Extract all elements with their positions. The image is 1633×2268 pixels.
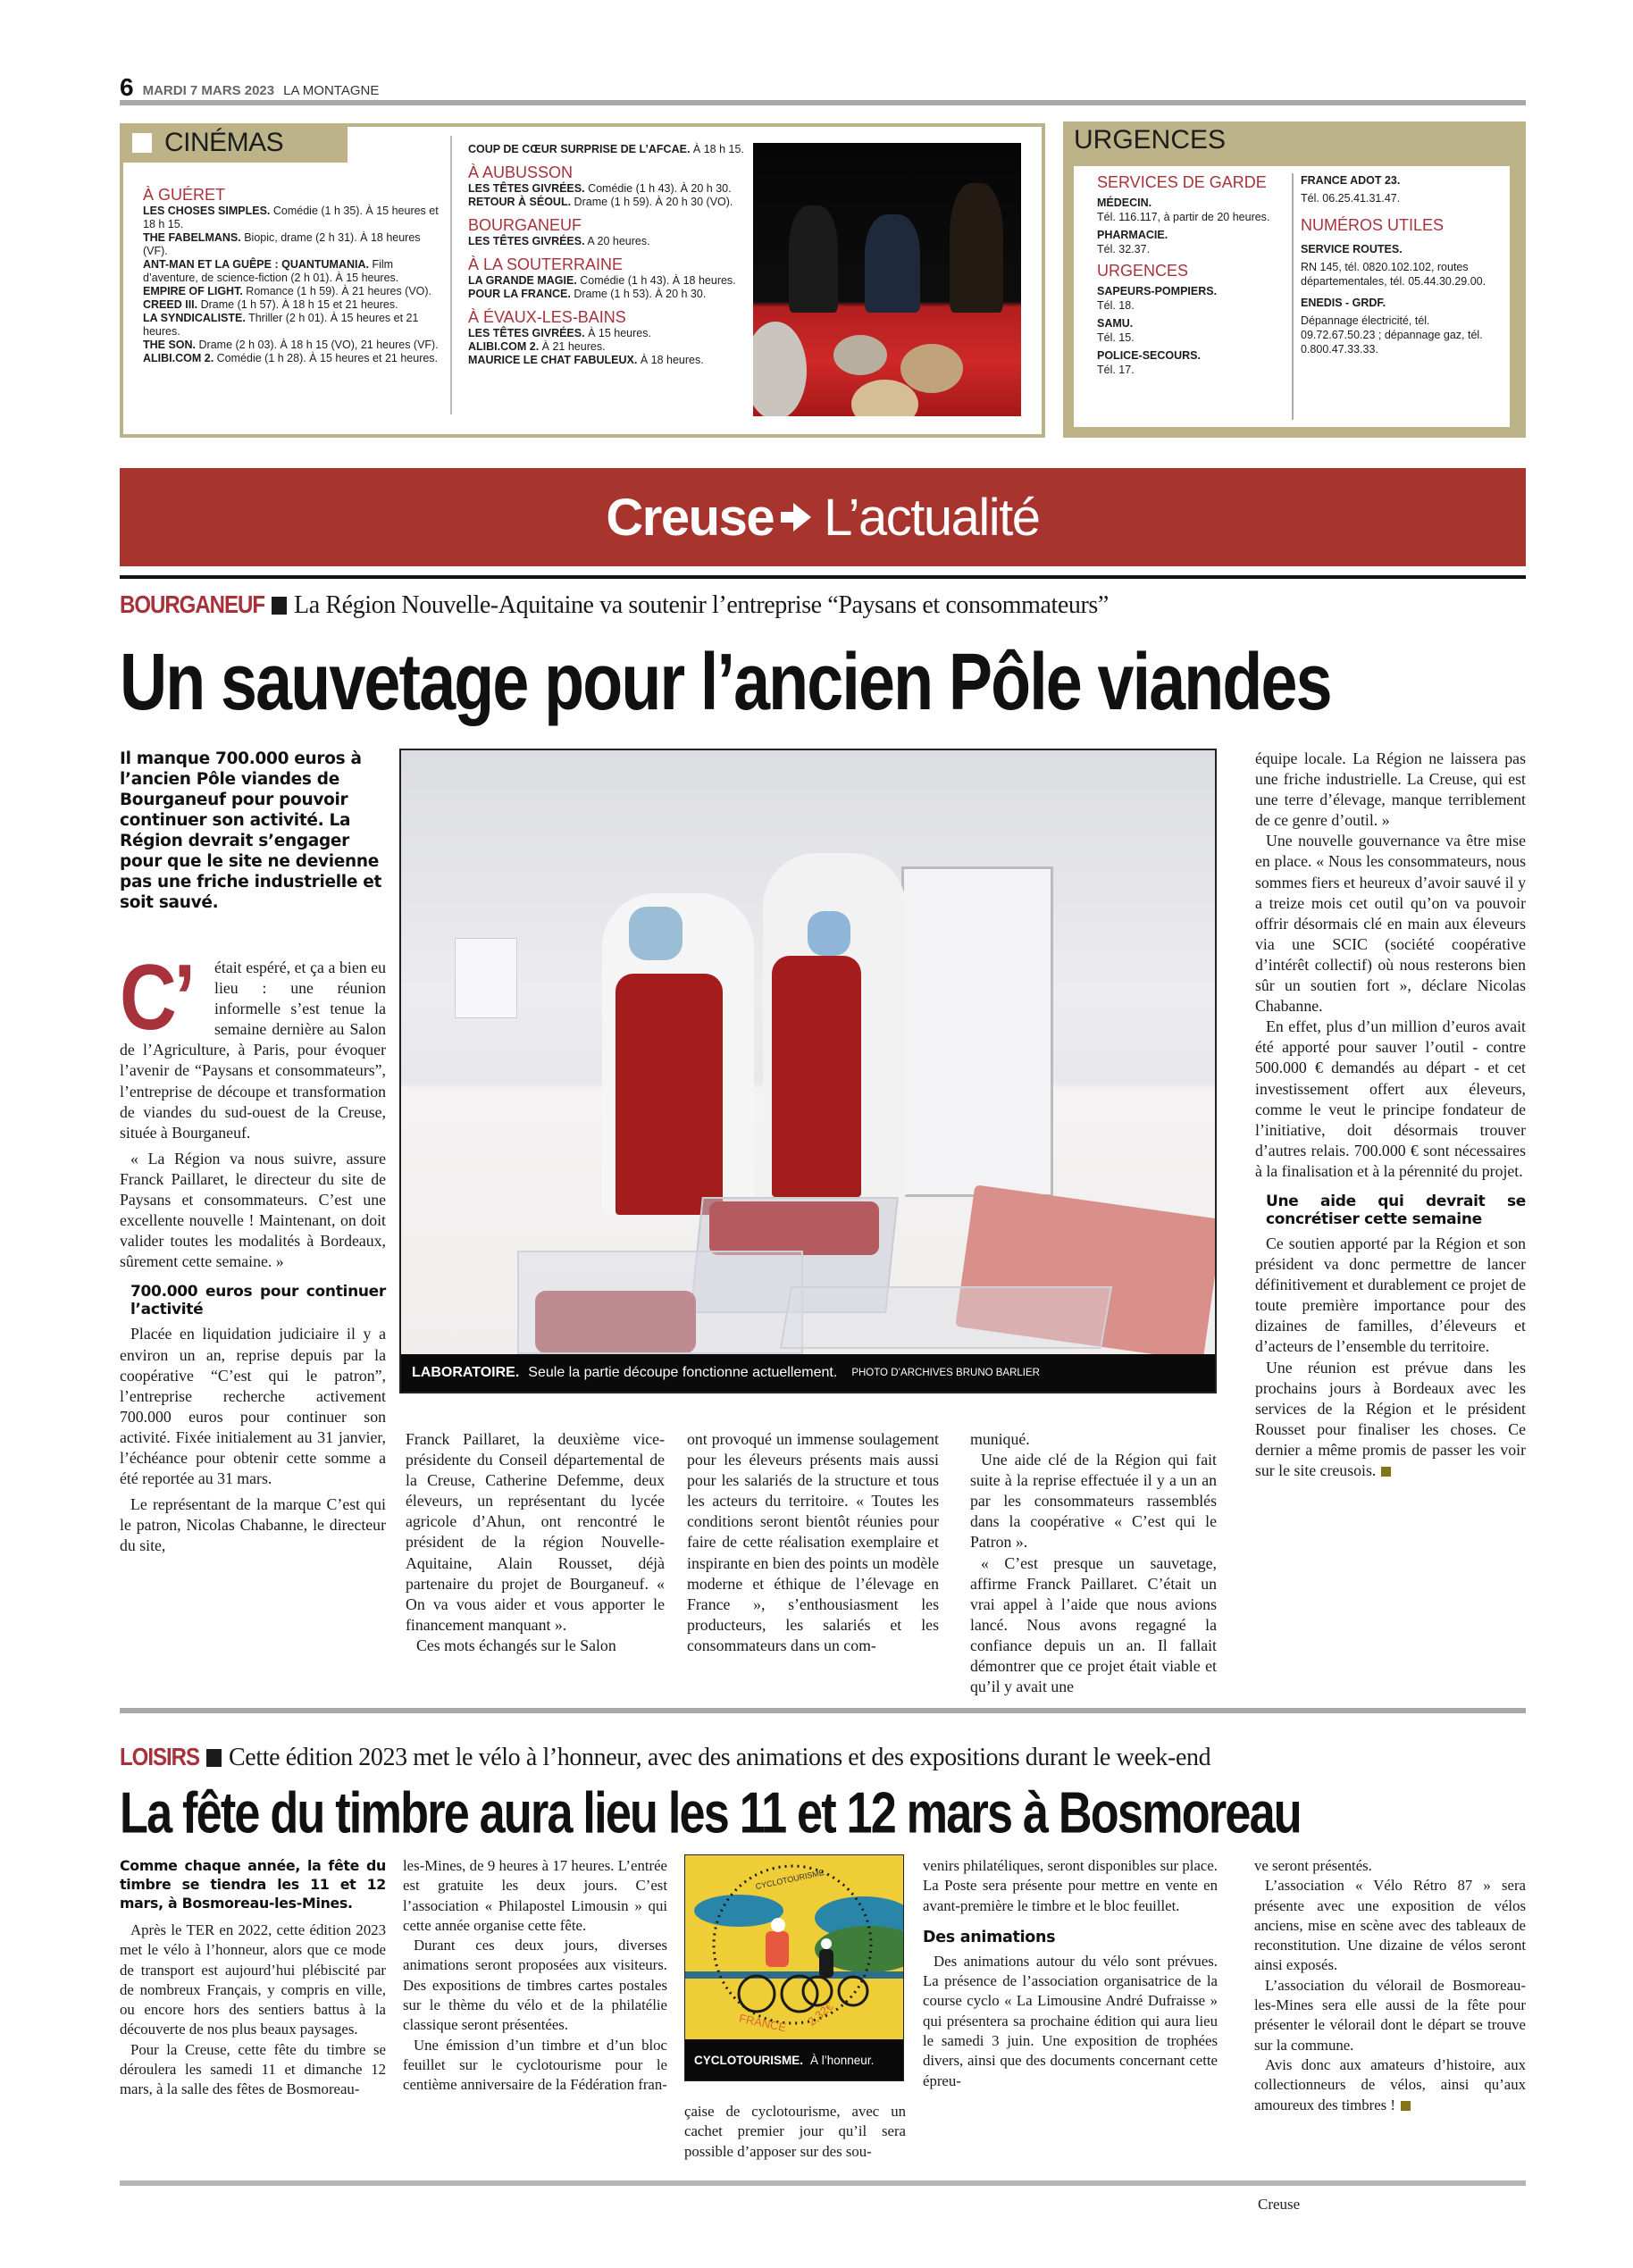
subheading: Une aide qui devrait se concrétiser cette semaine	[1266, 1192, 1526, 1228]
article2-column-4	[923, 1856, 1218, 2091]
film-title: ALIBI.COM 2.	[143, 352, 214, 364]
film-item	[143, 205, 442, 231]
kicker-text: La Région Nouvelle-Aquitaine va soutenir l’entreprise “Paysans et consommateurs”	[294, 591, 1109, 619]
film-list	[143, 205, 442, 365]
film-item	[143, 312, 442, 339]
paragraph: Une nouvelle gouvernance va être mise en place. « Nous les consommateurs, nous sommes fiers et heureux d’avoir sauvé il y a treize mois cet outil qu’on va pouvoir offrir désormais clé en main aux éleveurs via une SCIC (société coopérative d’intérêt collectif) où nous resterons bien sûr un soutien fort », déclare Nicolas Chabanne.	[1255, 832, 1526, 1016]
film-item	[143, 339, 442, 352]
film-info: Comédie (1 h 43). À 18 heures.	[580, 274, 736, 287]
paragraph	[1255, 1358, 1526, 1482]
rider-body	[819, 1949, 833, 1978]
paragraph-text: Une réunion est prévue dans les prochains jours à Bordeaux avec les services de la Région et le président Rousset pour finaliser les choses. Ce dernier a même promis de passer les voir sur le site creusois.	[1255, 1358, 1526, 1479]
section-heading: NUMÉROS UTILES	[1301, 216, 1445, 234]
service-phone: Tél. 32.37.	[1097, 243, 1151, 255]
article2-column-5	[1254, 1856, 1526, 2115]
film-info: Drame (1 h 57). À 18 h 15 et 21 heures.	[200, 298, 398, 311]
film-title: LES CHOSES SIMPLES.	[143, 205, 271, 217]
paragraph: muniqué.	[970, 1430, 1030, 1448]
film-item	[143, 298, 442, 312]
service-phone: Tél. 116.117, à partir de 20 heures.	[1097, 211, 1270, 223]
banner-rule	[120, 575, 1526, 579]
paragraph: Ce soutien apporté par la Région et son président va donc permettre de lancer définitivement et durablement ce projet de toute première importance pour des dizaines de familles, d’éleveurs et d’acteurs de l’ensemble du territoire.	[1255, 1234, 1526, 1356]
film-item	[143, 285, 442, 298]
article1-column-2	[406, 1429, 665, 1656]
photo-door	[901, 866, 1053, 1197]
urgences-content	[1074, 166, 1510, 427]
film-title: POUR LA FRANCE.	[468, 288, 571, 300]
photo-dispenser	[455, 938, 517, 1018]
film-item	[468, 354, 754, 367]
photo-head	[900, 344, 963, 393]
page-number: 6	[120, 73, 134, 101]
paragraph: En effet, plus d’un million d’euros avait été apporté pour sauver l’outil - contre 500.000 € demandés au départ - et cet investissement offert aux éleveurs, comme le veut le principe fondateur de l’initiative, doit désormais trouver d’autres relais. 700.000 € sont nécessaires à la finalisation et à la pérennité du projet.	[1255, 1017, 1526, 1180]
paragraph: çaise de cyclotourisme, avec un cachet premier jour qu’il sera possible d’apposer sur des sou-	[684, 2103, 906, 2160]
photo-credit: PHOTO D’ARCHIVES BRUNO BARLIER	[851, 1368, 1040, 1378]
paragraph: « La Région va nous suivre, assure Franck Paillaret, le directeur du site de Paysans et consommateurs. C’est une excellente nouvelle ! Maintenant, on doit valider toutes les modalités à Bordeaux, sûrement cette semaine. »	[120, 1149, 386, 1271]
bike-wheel	[839, 1977, 867, 2005]
city-heading: BOURGANEUF	[468, 216, 582, 234]
photo-mask-2	[808, 911, 850, 956]
caption-text: Seule la partie découpe fonctionne actuellement.	[528, 1365, 838, 1380]
paragraph: ont provoqué un immense soulagement pour les éleveurs présents mais aussi pour les salariés de la structure et tous les acteurs du territoire. « Toutes les conditions seront bientôt réunies pour faire de cette réalisation exemplaire et inspirante en bien des points un modèle moderne et éthique de l’élevage en France », s’enthousiasment les producteurs, les salariés et les consommateurs dans un com-	[687, 1430, 939, 1654]
film-info: À 15 heures.	[588, 327, 651, 339]
film-title: THE FABELMANS.	[143, 231, 241, 244]
footer-section-name: Creuse	[1258, 2196, 1301, 2213]
service-phone: Tél. 15.	[1097, 331, 1135, 344]
caption-label: LABORATOIRE.	[412, 1365, 520, 1380]
paragraph: L’association « Vélo Rétro 87 » sera présente avec une exposition de vélos anciens, mise en scène avec des tableaux de reconstitution. Une dizaine de vélos seront ainsi exposés.	[1254, 1877, 1526, 1974]
cinema-listing-col1	[143, 179, 442, 365]
end-mark-icon	[1381, 1467, 1391, 1477]
film-info: Biopic, drame (2 h 31). À 18 heures (VF).	[143, 231, 421, 257]
paragraph: Durant ces deux jours, diverses animations seront proposées aux visiteurs. Des expositions de timbres cartes postales sur le thème du vélo et de la philatélie classique seront présentées.	[403, 1937, 667, 2034]
service-label: FRANCE ADOT 23.	[1301, 174, 1401, 187]
film-info: Romance (1 h 59). À 21 heures (VO).	[246, 285, 432, 297]
stamp-value: 2,32€	[804, 1999, 836, 2029]
service-phone: Dépannage électricité, tél. 09.72.67.50.23 ; dépannage gaz, tél. 0.800.47.33.33.	[1301, 314, 1483, 356]
paragraph: L’association du vélorail de Bosmoreau-les-Mines sera elle aussi de la fête pour présenter le vélorail dont le départ se trouve sur la commune.	[1254, 1976, 1526, 2054]
drop-cap: C’	[120, 946, 193, 1050]
paragraph: Ces mots échangés sur le Salon	[416, 1636, 616, 1654]
photo-mask-1	[629, 907, 683, 960]
film-title: LA GRANDE MAGIE.	[468, 274, 577, 287]
rider-helmet	[771, 1918, 785, 1932]
paragraph: ve seront présentés.	[1254, 1857, 1372, 1874]
stamp-photo	[684, 1854, 904, 2081]
article1-kicker	[120, 591, 1109, 620]
article2-column-3	[684, 2102, 906, 2162]
square-icon	[132, 133, 152, 153]
film-item	[468, 340, 754, 354]
article2-column-1	[120, 1921, 386, 2100]
film-info: Film d’aventure, de science-fiction (2 h 01). À 15 heures.	[143, 258, 399, 284]
city-heading: À ÉVAUX-LES-BAINS	[468, 308, 626, 326]
film-item	[468, 274, 754, 288]
photo-apron-1	[616, 974, 723, 1215]
photo-tray	[517, 1251, 803, 1354]
article1-column-3	[687, 1429, 939, 1656]
film-info: Comédie (1 h 43). À 20 h 30.	[588, 182, 732, 195]
photo-caption	[401, 1354, 1215, 1392]
film-item	[468, 235, 754, 248]
stamp-illustration	[685, 1855, 903, 2039]
film-title: COUP DE CŒUR SURPRISE DE L’AFCAE.	[468, 143, 691, 155]
paragraph: Placée en liquidation judiciaire il y a environ un an, reprise depuis par la coopérative “C’est qui le patron”, l’entreprise recherche activement 700.000 euros pour continuer son activité. Fixée initialement au 31 janvier, l’échéance pour obtenir cette somme a été reportée au 31 mars.	[120, 1325, 386, 1488]
paragraph: « C’est presque un sauvetage, affirme Franck Paillaret. C’était un vrai appel à l’aide que nous avions lancé. Nous avons regagné la confiance depuis un an. Il fallait démontrer que ce projet était viable et qu’il y avait une	[970, 1553, 1217, 1696]
service-label: SAMU.	[1097, 317, 1134, 330]
urgences-box	[1063, 121, 1526, 438]
kicker-text: Cette édition 2023 met le vélo à l’honneur, avec des animations et des expositions durant le week-end	[229, 1744, 1211, 1771]
film-item	[468, 143, 754, 156]
section-banner	[120, 468, 1526, 566]
film-item	[468, 196, 754, 209]
article2-standfirst: Comme chaque année, la fête du timbre se tiendra les 11 et 12 mars, à Bosmoreau-les-Mines.	[120, 1857, 386, 1912]
kicker-place: LOISIRS	[120, 1743, 200, 1771]
service-phone: Tél. 06.25.41.31.47.	[1301, 192, 1401, 205]
caption-label: CYCLOTOURISME.	[694, 2053, 804, 2067]
photo-head	[753, 322, 807, 416]
film-item	[468, 288, 754, 301]
film-info: À 21 heures.	[541, 340, 606, 353]
column-divider	[1292, 173, 1294, 420]
cinema-listing-col2	[468, 143, 754, 367]
cinemas-box	[120, 123, 1045, 438]
banner-section: L’actualité	[824, 488, 1040, 547]
photo-meat	[709, 1201, 879, 1255]
article1-headline: Un sauvetage pour l’ancien Pôle viandes	[120, 637, 1331, 726]
film-info: Comédie (1 h 35). À 15 heures et 18 h 15.	[143, 205, 439, 230]
film-title: RETOUR À SÉOUL.	[468, 196, 572, 208]
stamp-country: FRANCE	[738, 2011, 788, 2035]
photo-figure	[789, 205, 838, 313]
film-title: LES TÊTES GIVRÉES.	[468, 327, 585, 339]
film-info: Drame (2 h 03). À 18 h 15 (VO), 21 heures (VF).	[198, 339, 439, 351]
film-title: ALIBI.COM 2.	[468, 340, 540, 353]
arrow-right-icon	[793, 503, 811, 531]
service-phone: Tél. 18.	[1097, 299, 1135, 312]
film-info: Comédie (1 h 28). À 15 heures et 21 heures.	[216, 352, 439, 364]
city-heading: À GUÉRET	[143, 186, 226, 204]
section-heading: URGENCES	[1097, 262, 1189, 280]
film-title: EMPIRE OF LIGHT.	[143, 285, 243, 297]
paragraph: Pour la Creuse, cette fête du timbre se déroulera les samedi 11 et dimanche 12 mars, à la salle des fêtes de Bosmoreau-	[120, 2040, 386, 2098]
photo-caption	[685, 2039, 903, 2080]
paragraph: équipe locale. La Région ne laissera pas une friche industrielle. La Creuse, qui est une terre d’élevage, manque terriblement de ce genre d’outil. »	[1255, 749, 1526, 830]
paragraph: Des animations autour du vélo sont prévues. La présence de l’association organisatrice de la course cyclo « La Limousine André Dufraisse » qui présentera sa prochaine édition qui aura lieu le samedi 3 juin. Une exposition de trophées divers, ainsi que des documents concernant cette épreu-	[923, 1952, 1218, 2089]
box-top-rule	[348, 123, 1045, 127]
article1-column-5	[1255, 749, 1526, 1481]
cinemas-title: CINÉMAS	[164, 128, 284, 157]
article1-column-4	[970, 1429, 1217, 1697]
subheading: Des animations	[923, 1928, 1056, 1946]
paragraph: Après le TER en 2022, cette édition 2023 met le vélo à l’honneur, alors que ce mode de transport est aujourd’hui plébiscité par de nombreux Français, y compris en ville, ou encore hors des sentiers battus à la découverte de nos plus beaux paysages.	[120, 1921, 386, 2038]
cloud-shape	[694, 1895, 783, 1927]
caption-text: À l’honneur.	[810, 2053, 875, 2067]
film-title: THE SON.	[143, 339, 197, 351]
article1-photo	[399, 749, 1217, 1393]
section-heading: SERVICES DE GARDE	[1097, 173, 1267, 191]
service-label: SERVICE ROUTES.	[1301, 243, 1403, 255]
city-heading: À LA SOUTERRAINE	[468, 255, 624, 273]
film-info: À 18 heures.	[640, 354, 704, 366]
article-separator	[120, 1708, 1526, 1713]
service-label: SAPEURS-POMPIERS.	[1097, 285, 1218, 297]
film-info: Drame (1 h 59). À 20 h 30 (VO).	[574, 196, 733, 208]
service-phone: Tél. 17.	[1097, 364, 1135, 376]
square-bullet-icon	[206, 1749, 222, 1767]
paragraph: Le représentant de la marque C’est qui le patron, Nicolas Chabanne, le directeur du site,	[120, 1495, 386, 1555]
service-label: MÉDECIN.	[1097, 197, 1152, 209]
square-bullet-icon	[272, 597, 287, 615]
film-title: CREED III.	[143, 298, 198, 311]
butchery-photo-scene	[401, 750, 1215, 1354]
film-info: À 18 h 15.	[692, 143, 744, 155]
service-label: PHARMACIE.	[1097, 229, 1168, 241]
article2-column-2	[403, 1856, 667, 2096]
article1-standfirst: Il manque 700.000 euros à l’ancien Pôle viandes de Bourganeuf pour pouvoir continuer son activité. La Région devrait s’engager pour que le site ne devienne pas une friche industrielle et soit sauvé.	[120, 749, 381, 912]
photo-figure	[865, 214, 920, 313]
paragraph: Franck Paillaret, la deuxième vice-présidente du Conseil départemental de la Creuse, Catherine Defemme, deux éleveurs, un représentant du lycée agricole d’Ahun, ont rencontré le président de la région Nouvelle-Aquitaine, Alain Rousset, déjà partenaire du projet de Bourganeuf. « On va vous aider et vous apporter le financement manquant ».	[406, 1430, 665, 1634]
paragraph: Une aide clé de la Région qui fait suite à la reprise effectuée il y a un an par les consommateurs rassemblés dans la coopérative « C’est qui le Patron ».	[970, 1451, 1217, 1552]
service-label: POLICE-SECOURS.	[1097, 349, 1201, 362]
film-title: MAURICE LE CHAT FABULEUX.	[468, 354, 638, 366]
page-folio	[120, 73, 1526, 105]
urgences-col1	[1097, 173, 1294, 377]
photo-tray	[780, 1286, 1112, 1349]
photo-apron-2	[772, 956, 861, 1197]
stamp-text: CYCLOTOURISME	[754, 1867, 825, 1892]
bottom-rule	[120, 2180, 1526, 2186]
newspaper-name: LA MONTAGNE	[283, 83, 380, 98]
paragraph-text: Avis donc aux amateurs d’histoire, aux collectionneurs de vélos, ainsi qu’aux amoureux des timbres !	[1254, 2055, 1526, 2113]
subheading: 700.000 euros pour continuer l’activité	[130, 1283, 386, 1319]
paragraph	[1254, 2055, 1526, 2115]
article2-kicker	[120, 1744, 1210, 1772]
article2-headline: La fête du timbre aura lieu les 11 et 12 mars à Bosmoreau	[120, 1780, 1301, 1845]
bike-wheel	[782, 1976, 817, 2012]
photo-figure	[950, 183, 1003, 313]
paragraph: Une émission d’un timbre et d’un bloc feuillet sur le cyclotourisme pour le centième anniversaire de la Fédération fran-	[403, 2036, 667, 2094]
urgences-title: URGENCES	[1074, 125, 1227, 155]
kicker-place: BOURGANEUF	[120, 590, 264, 619]
paragraph	[120, 946, 386, 1143]
photo-head	[833, 335, 887, 375]
film-item	[143, 352, 442, 365]
rider-backpack	[766, 1931, 789, 1967]
paragraph: venirs philatéliques, seront disponibles sur place. La Poste sera présente pour mettre en vente en avant-première le timbre et le bloc feuillet.	[923, 1857, 1218, 1914]
rider-helmet	[821, 1938, 832, 1949]
film-info: A 20 heures.	[587, 235, 650, 247]
film-title: LES TÊTES GIVRÉES.	[468, 182, 585, 195]
film-title: LA SYNDICALISTE.	[143, 312, 246, 324]
film-title: LES TÊTES GIVRÉES.	[468, 235, 585, 247]
service-label: ENEDIS - GRDF.	[1301, 297, 1386, 309]
article1-column-1	[120, 946, 386, 1556]
column-divider	[450, 136, 452, 414]
film-info: Thriller (2 h 01). À 15 heures et 21 heures.	[143, 312, 419, 338]
cinemas-header	[120, 123, 348, 163]
issue-date: MARDI 7 MARS 2023	[142, 83, 275, 98]
film-title: ANT-MAN ET LA GUÊPE : QUANTUMANIA.	[143, 258, 369, 271]
film-item	[468, 327, 754, 340]
film-item	[468, 182, 754, 196]
banner-department: Creuse	[606, 488, 775, 547]
urgences-col2	[1301, 173, 1497, 356]
film-info: Drame (1 h 53). À 20 h 30.	[574, 288, 707, 300]
cinema-audience-photo	[753, 143, 1021, 416]
film-item	[143, 258, 442, 285]
end-mark-icon	[1401, 2101, 1411, 2111]
city-heading: À AUBUSSON	[468, 163, 574, 181]
film-item	[143, 231, 442, 258]
paragraph: les-Mines, de 9 heures à 17 heures. L’entrée est gratuite les deux jours. C’est l’association « Philapostel Limousin » qui cette année organise cette fête.	[403, 1857, 667, 1934]
service-phone: RN 145, tél. 0820.102.102, routes départementales, tél. 05.44.30.29.00.	[1301, 261, 1486, 288]
paragraph-text: était espéré, et ça a bien eu lieu : une réunion informelle s’est tenue la semaine dernière au Salon de l’Agriculture, à Paris, pour évoquer l’avenir de “Paysans et consommateurs”, l’entreprise de découpe et transformation de viandes du sud-ouest de la Creuse, située à Bourganeuf.	[120, 958, 386, 1142]
